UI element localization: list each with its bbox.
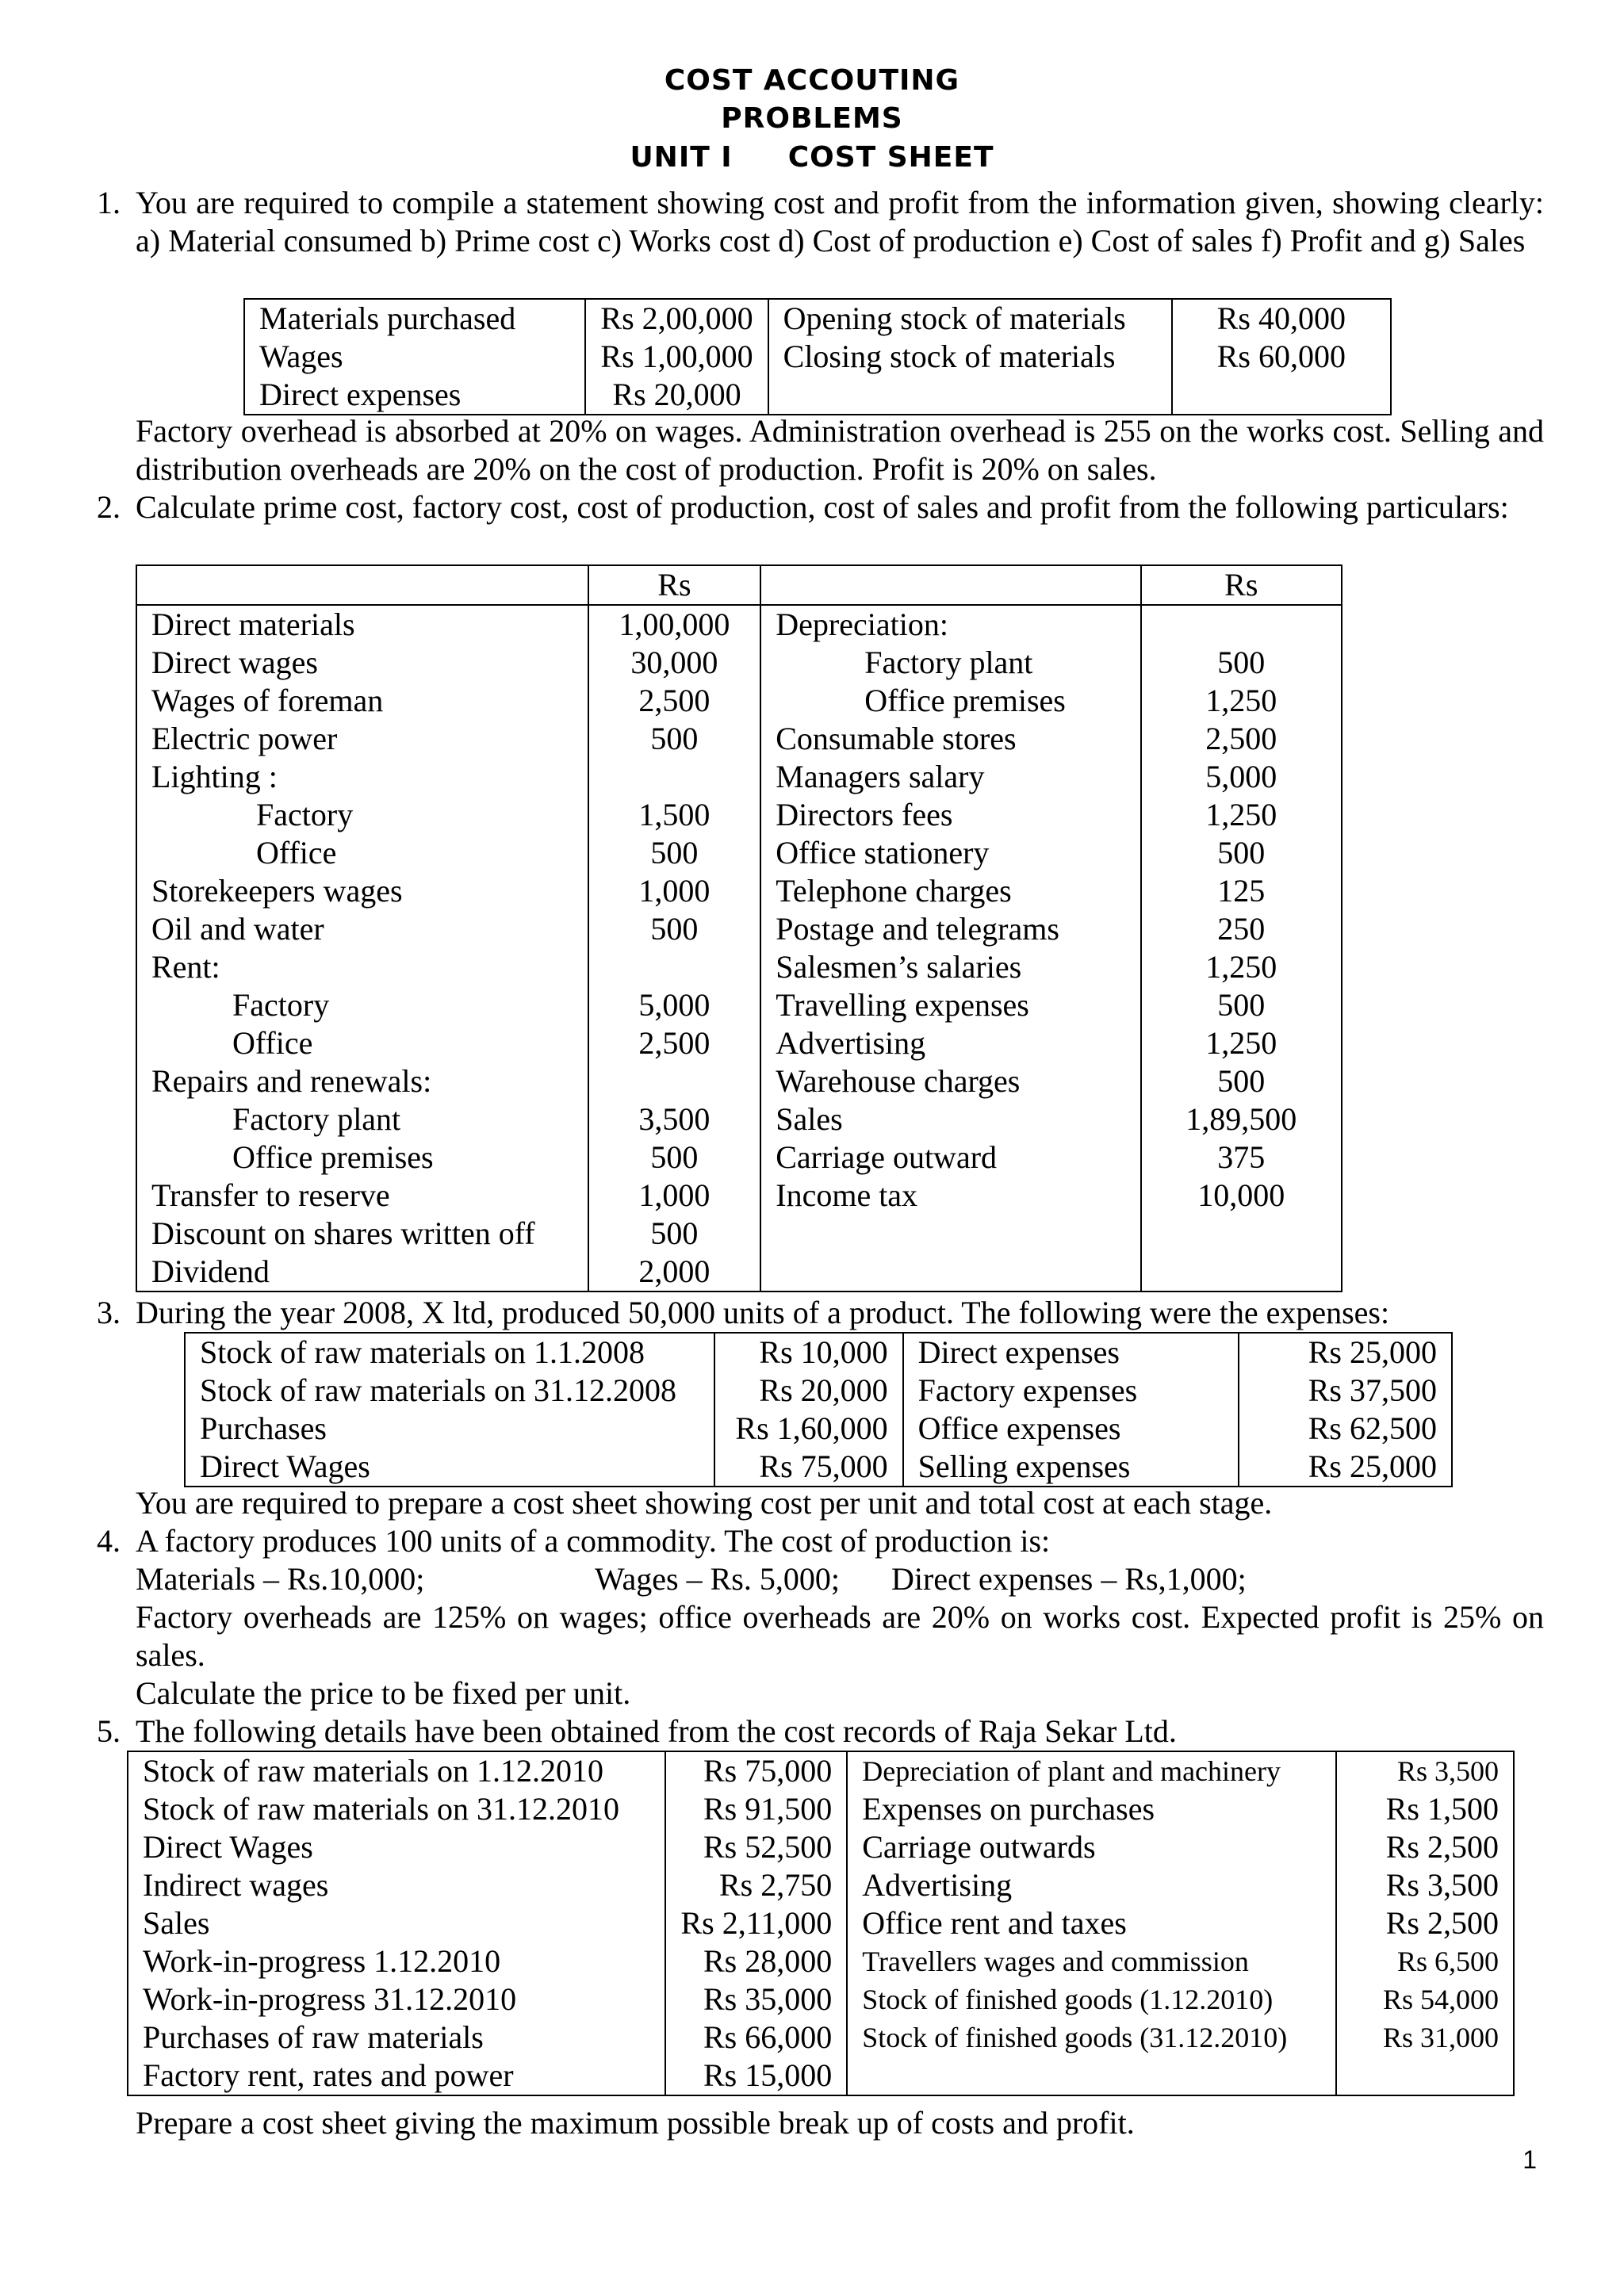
item-label: Direct Wages [128, 1828, 665, 1866]
item-label: Managers salary [760, 758, 1140, 796]
table-row [185, 1448, 1452, 1487]
item-label: Office expenses [903, 1410, 1239, 1448]
item-value: Rs 54,000 [1336, 1980, 1514, 2019]
table-row [136, 796, 1342, 834]
item-value: Rs 2,00,000 [585, 299, 768, 338]
item-value: 500 [588, 910, 761, 948]
item-value: Rs 52,500 [665, 1828, 847, 1866]
item-value [1141, 605, 1342, 644]
item-value: 2,000 [588, 1253, 761, 1292]
item-label: Stock of raw materials on 1.1.2008 [185, 1333, 714, 1372]
item-label: Warehouse charges [760, 1062, 1140, 1100]
item-value: Rs 31,000 [1336, 2019, 1514, 2057]
item-value: 500 [588, 1138, 761, 1177]
item-value: 500 [1141, 986, 1342, 1024]
question-5-number: 5. [97, 1713, 121, 1749]
item-value: 250 [1141, 910, 1342, 948]
table-row [136, 834, 1342, 872]
table-row [244, 299, 1391, 338]
table-row [136, 720, 1342, 758]
item-value: 5,000 [588, 986, 761, 1024]
item-value: Rs 6,500 [1336, 1942, 1514, 1980]
item-label: Rent: [136, 948, 588, 986]
table-row [128, 1751, 1514, 1790]
item-label: Transfer to reserve [136, 1177, 588, 1215]
table-header-row [136, 565, 1342, 605]
item-label: Postage and telegrams [760, 910, 1140, 948]
item-label: Depreciation: [760, 605, 1140, 644]
item-label: Stock of raw materials on 31.12.2008 [185, 1372, 714, 1410]
item-value: Rs 40,000 [1172, 299, 1391, 338]
question-2-table [136, 564, 1342, 1292]
question-4-text: A factory produces 100 units of a commodity. The cost of production is: [136, 1523, 1051, 1559]
item-value: Rs 37,500 [1239, 1372, 1452, 1410]
table-row [136, 948, 1342, 986]
item-label: Wages [244, 338, 585, 376]
item-value: 125 [1141, 872, 1342, 910]
item-label: Income tax [760, 1177, 1140, 1215]
item-value: 1,89,500 [1141, 1100, 1342, 1138]
table-row [128, 1828, 1514, 1866]
unit-label: UNIT I [630, 141, 733, 174]
item-label [760, 1253, 1140, 1292]
item-label: Lighting : [136, 758, 588, 796]
item-value: Rs 3,500 [1336, 1866, 1514, 1904]
item-label [768, 376, 1172, 415]
item-value: 3,500 [588, 1100, 761, 1138]
question-3-text: During the year 2008, X ltd, produced 50,000 units of a product. The following were the expenses: [136, 1295, 1390, 1330]
item-value [1336, 2057, 1514, 2095]
item-value: Rs 75,000 [714, 1448, 903, 1487]
table-row [128, 2019, 1514, 2057]
item-label: Factory plant [136, 1100, 588, 1138]
item-label: Discount on shares written off [136, 1215, 588, 1253]
item-label: Direct wages [136, 644, 588, 682]
table-row [128, 1980, 1514, 2019]
item-value: 1,250 [1141, 948, 1342, 986]
table-row [136, 758, 1342, 796]
column-header: Rs [1141, 565, 1342, 605]
item-label: Telephone charges [760, 872, 1140, 910]
question-3-note: You are required to prepare a cost sheet showing cost per unit and total cost at each stage. [136, 1485, 1273, 1521]
item-label: Carriage outwards [847, 1828, 1335, 1866]
item-label: Factory [136, 796, 588, 834]
item-label: Work-in-progress 31.12.2010 [128, 1980, 665, 2019]
question-1-table [243, 298, 1392, 415]
table-row [244, 338, 1391, 376]
item-label: Direct materials [136, 605, 588, 644]
item-value: 10,000 [1141, 1177, 1342, 1215]
item-value: Rs 2,500 [1336, 1904, 1514, 1942]
item-value: Rs 1,500 [1336, 1790, 1514, 1828]
item-label: Sales [128, 1904, 665, 1942]
item-label: Electric power [136, 720, 588, 758]
column-header [760, 565, 1140, 605]
item-value: Rs 20,000 [714, 1372, 903, 1410]
item-value: Rs 75,000 [665, 1751, 847, 1790]
table-row [136, 682, 1342, 720]
item-label: Oil and water [136, 910, 588, 948]
item-label: Direct Wages [185, 1448, 714, 1487]
title-line-1: COST ACCOUTING [664, 64, 960, 97]
title-line-2: PROBLEMS [721, 102, 903, 135]
question-1-note: Factory overhead is absorbed at 20% on wages. Administration overhead is 255 on the works cost. Selling and distribution overheads are 20% on the cost of production. Profit is 20% on sales. [136, 413, 1544, 487]
section-label: COST SHEET [787, 141, 994, 174]
item-label: Expenses on purchases [847, 1790, 1335, 1828]
item-value: 375 [1141, 1138, 1342, 1177]
item-value: 2,500 [588, 1024, 761, 1062]
table-row [136, 1024, 1342, 1062]
table-row [136, 1253, 1342, 1292]
item-label: Office premises [136, 1138, 588, 1177]
item-label: Purchases [185, 1410, 714, 1448]
item-label: Factory [136, 986, 588, 1024]
table-row [136, 1215, 1342, 1253]
item-value: 500 [588, 1215, 761, 1253]
item-label: Directors fees [760, 796, 1140, 834]
item-label: Travelling expenses [760, 986, 1140, 1024]
table-row [128, 1790, 1514, 1828]
item-value [1141, 1215, 1342, 1253]
table-row [136, 910, 1342, 948]
item-label: Purchases of raw materials [128, 2019, 665, 2057]
item-value: Rs 66,000 [665, 2019, 847, 2057]
item-label: Dividend [136, 1253, 588, 1292]
item-label: Selling expenses [903, 1448, 1239, 1487]
table-row [128, 1942, 1514, 1980]
item-label: Opening stock of materials [768, 299, 1172, 338]
item-label: Work-in-progress 1.12.2010 [128, 1942, 665, 1980]
question-4-overheads: Factory overheads are 125% on wages; office overheads are 20% on works cost. Expected profit is 25% on sales. [136, 1599, 1544, 1673]
item-label: Depreciation of plant and machinery [847, 1751, 1335, 1790]
item-value: 500 [588, 720, 761, 758]
question-3-table [184, 1332, 1453, 1487]
item-label [847, 2057, 1335, 2095]
item-value: Rs 15,000 [665, 2057, 847, 2095]
item-label: Direct expenses [903, 1333, 1239, 1372]
item-label: Factory plant [760, 644, 1140, 682]
item-label: Salesmen’s salaries [760, 948, 1140, 986]
item-value: 500 [1141, 834, 1342, 872]
item-label: Travellers wages and commission [847, 1942, 1335, 1980]
item-label: Wages of foreman [136, 682, 588, 720]
question-4-materials: Materials – Rs.10,000; [136, 1561, 425, 1597]
item-label: Factory rent, rates and power [128, 2057, 665, 2095]
item-label: Repairs and renewals: [136, 1062, 588, 1100]
item-label: Advertising [760, 1024, 1140, 1062]
table-row [128, 1866, 1514, 1904]
item-value: 1,000 [588, 872, 761, 910]
table-row [128, 2057, 1514, 2095]
table-row [136, 872, 1342, 910]
question-4-calculate: Calculate the price to be fixed per unit. [136, 1675, 631, 1711]
question-5-note: Prepare a cost sheet giving the maximum possible break up of costs and profit. [136, 2105, 1135, 2141]
table-row [136, 986, 1342, 1024]
question-4-direct-expenses: Direct expenses – Rs,1,000; [891, 1561, 1247, 1597]
column-header [136, 565, 588, 605]
item-label [760, 1215, 1140, 1253]
item-label: Factory expenses [903, 1372, 1239, 1410]
item-value: 1,000 [588, 1177, 761, 1215]
question-2-number: 2. [97, 489, 121, 525]
item-label: Office [136, 1024, 588, 1062]
item-label: Office rent and taxes [847, 1904, 1335, 1942]
item-value: 1,250 [1141, 796, 1342, 834]
item-value: Rs 35,000 [665, 1980, 847, 2019]
question-4-wages: Wages – Rs. 5,000; [595, 1561, 840, 1597]
table-row [136, 1100, 1342, 1138]
item-label: Office [136, 834, 588, 872]
title-line-3 [0, 139, 1624, 177]
item-label: Indirect wages [128, 1866, 665, 1904]
table-row [185, 1410, 1452, 1448]
item-value: Rs 3,500 [1336, 1751, 1514, 1790]
item-value: Rs 60,000 [1172, 338, 1391, 376]
item-value [588, 948, 761, 986]
item-value: Rs 25,000 [1239, 1448, 1452, 1487]
item-value: 2,500 [588, 682, 761, 720]
item-value [1141, 1253, 1342, 1292]
item-label: Consumable stores [760, 720, 1140, 758]
question-4-number: 4. [97, 1523, 121, 1559]
item-label: Office premises [760, 682, 1140, 720]
item-label: Direct expenses [244, 376, 585, 415]
item-value [588, 758, 761, 796]
item-value: Rs 25,000 [1239, 1333, 1452, 1372]
question-2-text: Calculate prime cost, factory cost, cost of production, cost of sales and profit from the following particulars: [136, 489, 1509, 525]
item-value: 500 [1141, 644, 1342, 682]
item-value: 500 [1141, 1062, 1342, 1100]
item-label: Stock of finished goods (31.12.2010) [847, 2019, 1335, 2057]
question-5-text: The following details have been obtained from the cost records of Raja Sekar Ltd. [136, 1713, 1177, 1749]
item-label: Advertising [847, 1866, 1335, 1904]
item-value: 5,000 [1141, 758, 1342, 796]
item-label: Storekeepers wages [136, 872, 588, 910]
page-number: 1 [1522, 2145, 1537, 2174]
item-value: 1,250 [1141, 682, 1342, 720]
item-value: Rs 28,000 [665, 1942, 847, 1980]
table-row [136, 1062, 1342, 1100]
item-label: Closing stock of materials [768, 338, 1172, 376]
item-label: Office stationery [760, 834, 1140, 872]
item-value: Rs 62,500 [1239, 1410, 1452, 1448]
table-row [185, 1333, 1452, 1372]
item-label: Carriage outward [760, 1138, 1140, 1177]
item-value: Rs 2,750 [665, 1866, 847, 1904]
column-header: Rs [588, 565, 761, 605]
item-value: 30,000 [588, 644, 761, 682]
item-value: Rs 2,500 [1336, 1828, 1514, 1866]
item-value [1172, 376, 1391, 415]
item-value: Rs 91,500 [665, 1790, 847, 1828]
table-row [185, 1372, 1452, 1410]
item-value: Rs 20,000 [585, 376, 768, 415]
item-value: 1,500 [588, 796, 761, 834]
question-1-text: You are required to compile a statement showing cost and profit from the information given, showing clearly: a) Material consumed b) Prime cost c) Works cost d) Cost of production e) Cost of sales f) Profit and g) Sales [136, 185, 1544, 258]
table-row [136, 644, 1342, 682]
item-label: Materials purchased [244, 299, 585, 338]
item-value: Rs 10,000 [714, 1333, 903, 1372]
table-row [136, 1177, 1342, 1215]
table-row [136, 1138, 1342, 1177]
table-row [136, 605, 1342, 644]
item-value [588, 1062, 761, 1100]
item-value: 1,00,000 [588, 605, 761, 644]
table-row [128, 1904, 1514, 1942]
item-label: Stock of raw materials on 1.12.2010 [128, 1751, 665, 1790]
item-value: Rs 1,00,000 [585, 338, 768, 376]
item-label: Stock of finished goods (1.12.2010) [847, 1980, 1335, 2019]
item-value: 1,250 [1141, 1024, 1342, 1062]
question-5-table [127, 1751, 1515, 2096]
item-value: 500 [588, 834, 761, 872]
item-value: Rs 1,60,000 [714, 1410, 903, 1448]
item-label: Stock of raw materials on 31.12.2010 [128, 1790, 665, 1828]
item-value: Rs 2,11,000 [665, 1904, 847, 1942]
item-label: Sales [760, 1100, 1140, 1138]
question-3-number: 3. [97, 1295, 121, 1330]
table-row [244, 376, 1391, 415]
question-1-number: 1. [97, 185, 121, 220]
item-value: 2,500 [1141, 720, 1342, 758]
